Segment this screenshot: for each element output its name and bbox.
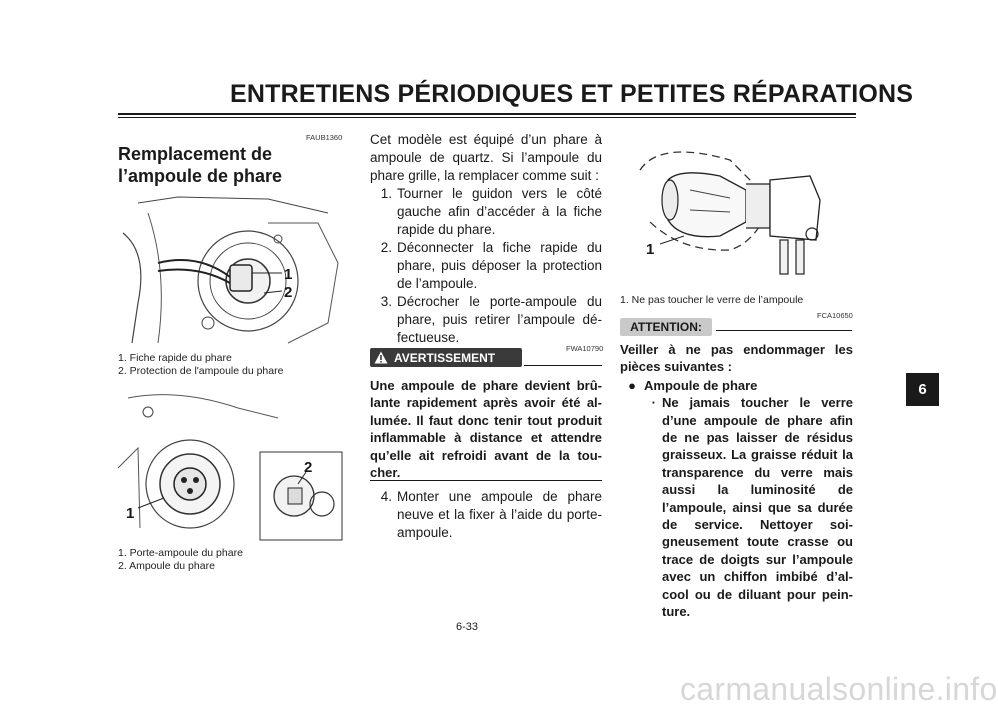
attention-text bbox=[620, 341, 853, 621]
header-rule bbox=[118, 113, 856, 115]
figure2-callout-2: 2 bbox=[304, 459, 313, 476]
figure1-callout-1: 1 bbox=[284, 266, 293, 283]
warning-bottom-rule bbox=[370, 480, 602, 481]
figure3-callout-1: 1 bbox=[646, 241, 655, 258]
attention-intro: Veiller à ne pas endommager les pièces suivantes : bbox=[620, 342, 853, 375]
attention-sub-text: Ne jamais toucher le verre d’une ampoule de phare afin de ne pas laisser de résidus graisseux. La graisse réduit la transparence du verre mais aussi la luminosité de l’ampoule, ainsi que sa durée de service. Nettoyer soi-gneusement toute crasse ou trace de doigts sur l’ampoule avec un chiffon imbibé d’al-cool ou de diluant pour pein-ture. bbox=[662, 395, 853, 620]
procedure-column-continued bbox=[370, 488, 602, 542]
section-code: FAUB1360 bbox=[306, 133, 343, 142]
figure2-caption-1: 1. Porte-ampoule du phare bbox=[118, 547, 243, 559]
page-number: 6-33 bbox=[456, 621, 479, 633]
step-number: 1. bbox=[380, 186, 392, 201]
warning-text: Une ampoule de phare devient brû-lante rapidement après avoir été al-lumée. Il faut donc tenir tout produit inflammable à distance et attendre qu’elle ait refroidi avant de la tou-cher. bbox=[370, 378, 602, 481]
step-4 bbox=[370, 488, 602, 542]
figure-headlight-bulb bbox=[620, 140, 854, 290]
warning-code: FWA10790 bbox=[566, 344, 604, 353]
figure3-caption: 1. Ne pas toucher le verre de l’ampoule bbox=[620, 294, 804, 306]
step-text: Déconnecter la fiche rapide du phare, puis déposer la protection de l’ampoule. bbox=[397, 240, 602, 291]
attention-bullet-text: Ampoule de phare bbox=[644, 377, 758, 393]
figure2-caption-2: 2. Ampoule du phare bbox=[118, 560, 215, 572]
warning-triangle-icon bbox=[374, 351, 388, 364]
step-number: 2. bbox=[380, 240, 392, 255]
step-1 bbox=[370, 185, 602, 239]
attention-rule bbox=[716, 330, 852, 331]
step-3 bbox=[370, 293, 602, 347]
attention-code: FCA10650 bbox=[817, 311, 853, 320]
step-number: 3. bbox=[380, 294, 392, 309]
header-rule-thin bbox=[118, 117, 856, 118]
step-text: Décrocher le porte-ampoule du phare, puis retirer l’ampoule dé-fectueuse. bbox=[397, 294, 602, 345]
section-title: Remplacement de l’ampoule de phare bbox=[118, 144, 283, 186]
figure-headlight-connector bbox=[118, 193, 350, 349]
step-text: Monter une ampoule de phare neuve et la fixer à l’aide du porte-ampoule. bbox=[397, 489, 602, 540]
procedure-column bbox=[370, 131, 602, 347]
figure1-caption-2: 2. Protection de l'ampoule du phare bbox=[118, 365, 284, 377]
attention-sub-item bbox=[620, 394, 853, 620]
warning-rule bbox=[524, 365, 602, 366]
figure1-callout-2: 2 bbox=[284, 284, 293, 301]
header-title: ENTRETIENS PÉRIODIQUES ET PETITES RÉPARATIONS bbox=[230, 80, 914, 108]
attention-bullet bbox=[620, 377, 853, 394]
watermark: carmanualsonline.info bbox=[680, 671, 998, 707]
figure2-callout-1: 1 bbox=[126, 505, 135, 522]
warning-badge bbox=[370, 348, 522, 367]
sub-bullet-dot-icon: · bbox=[651, 395, 656, 411]
intro-paragraph: Cet modèle est équipé d’un phare à ampoule de quartz. Si l’ampoule du phare grille, la remplacer comme suit : bbox=[370, 132, 602, 183]
warning-label: AVERTISSEMENT bbox=[394, 350, 496, 365]
chapter-tab: 6 bbox=[906, 373, 939, 406]
step-text: Tourner le guidon vers le côté gauche afin d’accéder à la fiche rapide du phare. bbox=[397, 186, 602, 237]
step-number: 4. bbox=[380, 489, 392, 504]
bullet-dot-icon: ● bbox=[628, 377, 636, 393]
figure1-caption-1: 1. Fiche rapide du phare bbox=[118, 352, 232, 364]
figure-bulb-holder bbox=[118, 388, 350, 544]
step-2 bbox=[370, 239, 602, 293]
attention-badge: ATTENTION: bbox=[620, 318, 712, 336]
